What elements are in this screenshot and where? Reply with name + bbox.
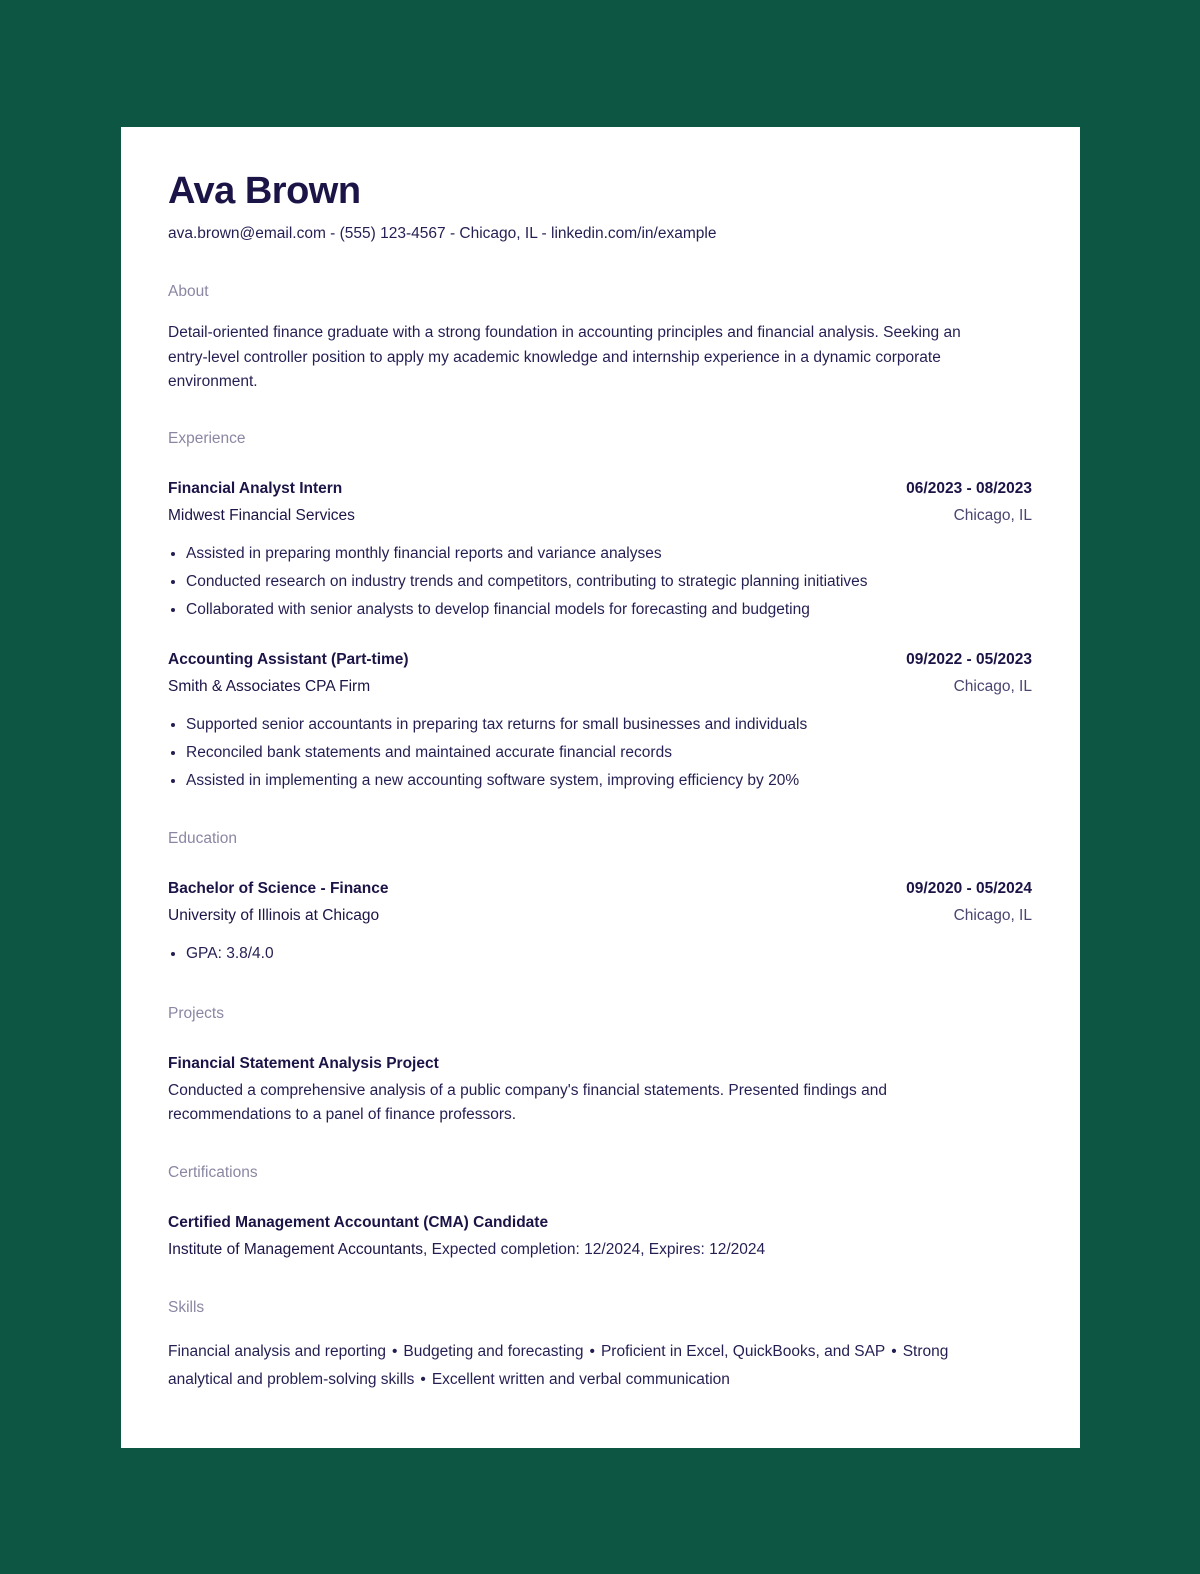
skill-separator: • bbox=[420, 1370, 426, 1388]
job-bullets bbox=[168, 711, 1032, 795]
job-location: Chicago, IL bbox=[953, 506, 1032, 524]
candidate-name: Ava Brown bbox=[168, 170, 361, 212]
bullet-item: • Collaborated with senior analysts to develop financial models for forecasting and budgeting bbox=[186, 596, 1032, 624]
job-location: Chicago, IL bbox=[953, 677, 1032, 695]
school-location: Chicago, IL bbox=[953, 906, 1032, 924]
resume-page bbox=[121, 127, 1080, 1448]
job-title: Financial Analyst Intern bbox=[168, 479, 343, 497]
skill-item: Excellent written and verbal communication bbox=[431, 1370, 730, 1388]
job-title: Accounting Assistant (Part-time) bbox=[168, 650, 409, 668]
experience-entry bbox=[168, 646, 1032, 795]
certification-entry bbox=[168, 1209, 1032, 1263]
education-bullets bbox=[168, 940, 1032, 968]
skill-separator: • bbox=[589, 1342, 595, 1360]
school-name: University of Illinois at Chicago bbox=[168, 906, 380, 924]
section-title-experience: Experience bbox=[168, 429, 246, 447]
certification-issuer: Institute of Management Accountants bbox=[168, 1240, 424, 1258]
degree-title: Bachelor of Science - Finance bbox=[168, 879, 389, 897]
bullet-item: • GPA: 3.8/4.0 bbox=[186, 940, 1032, 968]
about-text: Detail-oriented finance graduate with a strong foundation in accounting principles and financial analysis. Seeking an entry-level controller position to apply my academic knowledge and internship experience in a dynamic corporate environment. bbox=[168, 324, 961, 390]
section-title-certifications: Certifications bbox=[168, 1163, 258, 1181]
job-dates: 06/2023 - 08/2023 bbox=[906, 479, 1032, 497]
section-title-skills: Skills bbox=[168, 1298, 205, 1316]
project-entry bbox=[168, 1050, 1032, 1128]
skill-separator: • bbox=[891, 1342, 897, 1360]
certification-details: , Expected completion: 12/2024, Expires: 12/2024 bbox=[423, 1240, 766, 1258]
skills-list bbox=[168, 1338, 998, 1394]
bullet-item: • Assisted in implementing a new accounting software system, improving efficiency by 20% bbox=[186, 767, 1032, 795]
bullet-item: • Supported senior accountants in preparing tax returns for small businesses and individuals bbox=[186, 711, 1032, 739]
bullet-item: • Conducted research on industry trends and competitors, contributing to strategic planning initiatives bbox=[186, 568, 1032, 596]
certification-title: Certified Management Accountant (CMA) Candidate bbox=[168, 1213, 549, 1231]
certification-details-line bbox=[168, 1236, 1032, 1263]
education-dates: 09/2020 - 05/2024 bbox=[906, 879, 1032, 897]
contact-line: ava.brown@email.com - (555) 123-4567 - Chicago, IL - linkedin.com/in/example bbox=[168, 225, 717, 242]
section-title-education: Education bbox=[168, 829, 237, 847]
job-bullets bbox=[168, 540, 1032, 624]
skill-item: Strong analytical and problem-solving skills bbox=[168, 1342, 949, 1388]
section-title-projects: Projects bbox=[168, 1004, 224, 1022]
company-name: Midwest Financial Services bbox=[168, 506, 355, 524]
skill-item: Proficient in Excel, QuickBooks, and SAP bbox=[600, 1342, 886, 1360]
skill-separator: • bbox=[391, 1342, 398, 1360]
job-dates: 09/2022 - 05/2023 bbox=[906, 650, 1032, 668]
section-title-about: About bbox=[168, 283, 209, 300]
skill-item: Financial analysis and reporting bbox=[168, 1342, 386, 1360]
skill-item: Budgeting and forecasting bbox=[403, 1342, 584, 1360]
education-entry bbox=[168, 875, 1032, 968]
company-name: Smith & Associates CPA Firm bbox=[168, 677, 371, 695]
experience-entry bbox=[168, 475, 1032, 624]
bullet-item: • Reconciled bank statements and maintained accurate financial records bbox=[186, 739, 1032, 767]
project-title: Financial Statement Analysis Project bbox=[168, 1054, 439, 1072]
bullet-item: • Assisted in preparing monthly financial reports and variance analyses bbox=[186, 540, 1032, 568]
project-description: Conducted a comprehensive analysis of a public company's financial statements. Presented findings and recommendations to a panel of finance professors. bbox=[168, 1081, 887, 1123]
